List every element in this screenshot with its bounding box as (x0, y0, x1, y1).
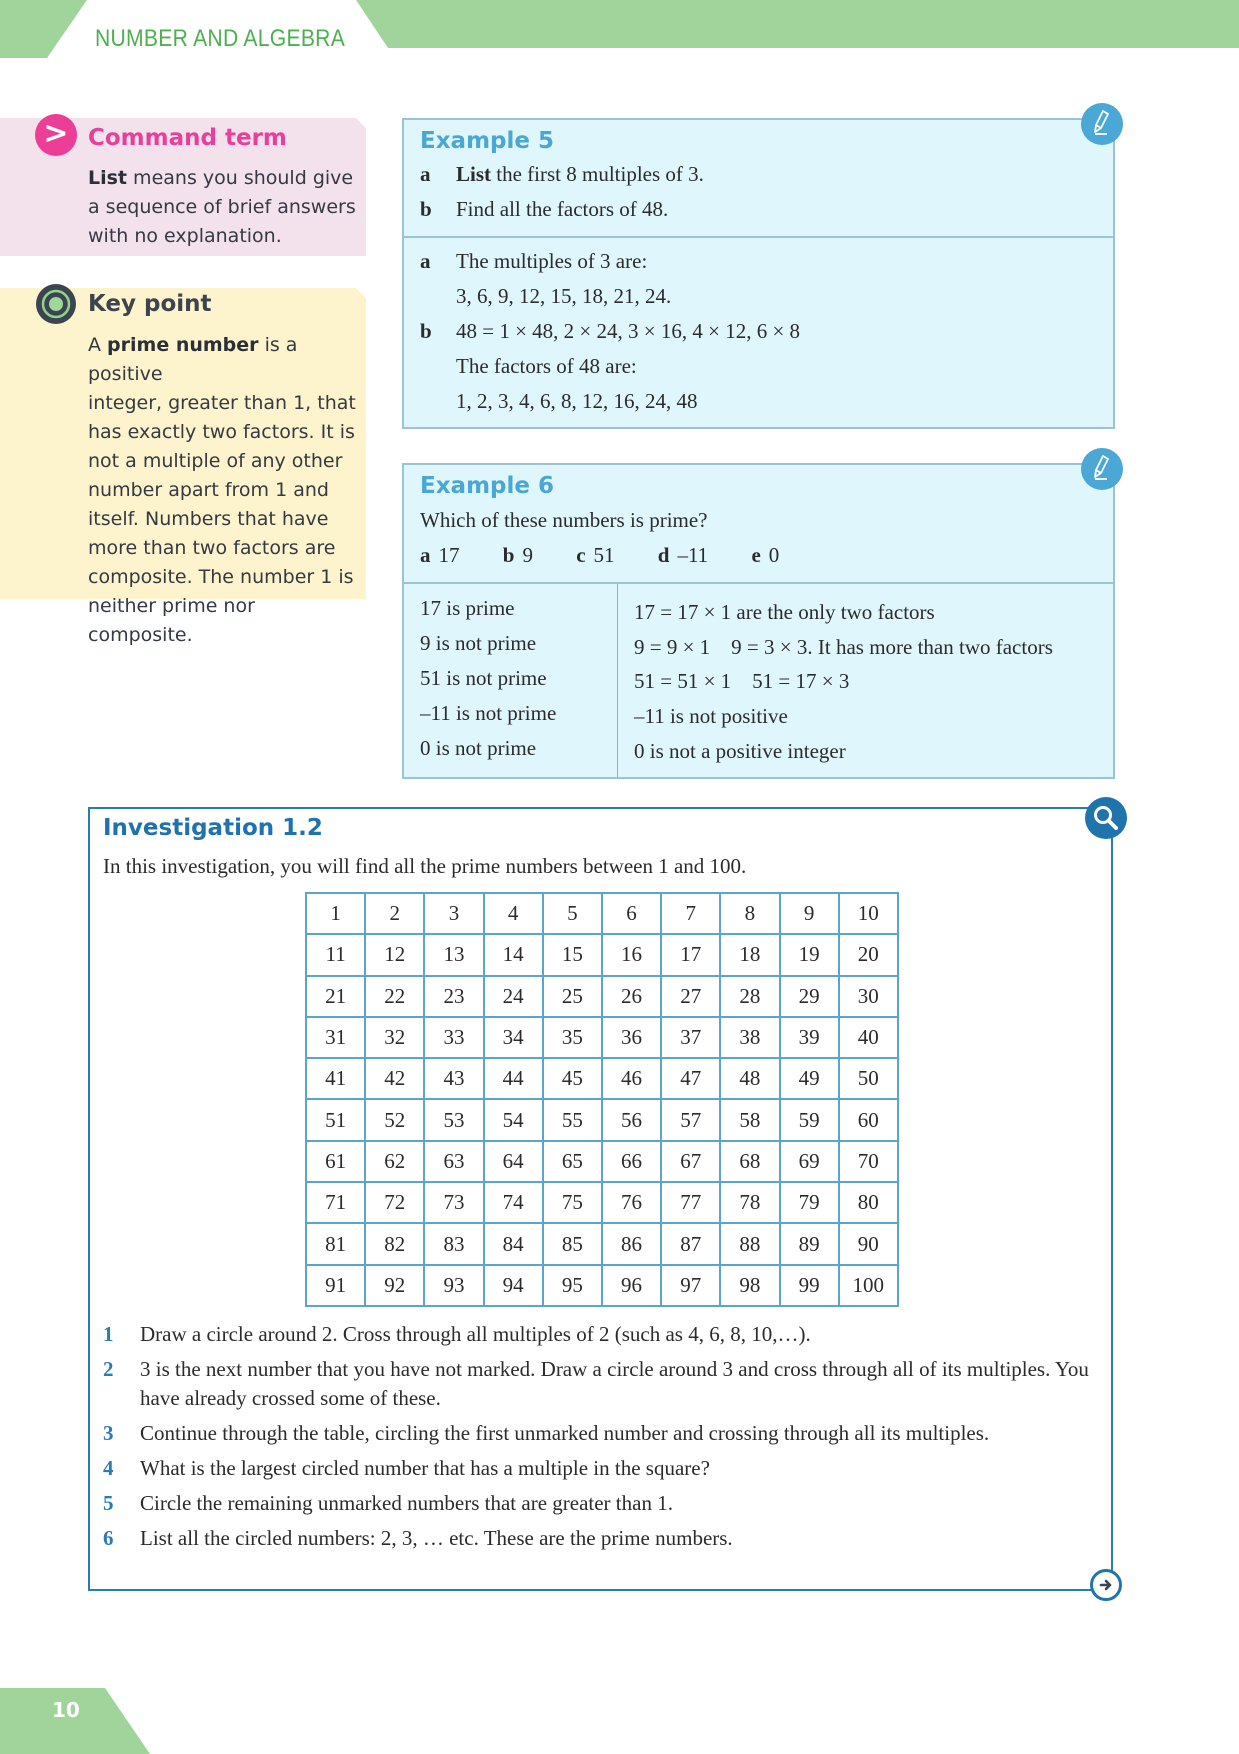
target-icon (35, 283, 77, 325)
example-5-question-b (420, 197, 668, 222)
command-word: List (456, 162, 492, 186)
example-5-divider (404, 236, 1113, 238)
grid-cell: 75 (543, 1182, 602, 1223)
example-6-divider (404, 582, 1113, 584)
solution-text: 3, 6, 9, 12, 15, 18, 21, 24. (456, 284, 672, 308)
grid-cell: 78 (720, 1182, 779, 1223)
grid-cell: 49 (780, 1058, 839, 1099)
grid-cell: 99 (780, 1265, 839, 1306)
command-term-word: List (88, 167, 128, 189)
grid-cell: 42 (365, 1058, 424, 1099)
key-point-line: not a multiple of any other (88, 450, 343, 472)
grid-cell: 59 (780, 1099, 839, 1140)
grid-cell: 11 (306, 934, 365, 975)
key-point-line: number apart from 1 and (88, 479, 329, 501)
solution-text: The factors of 48 are: (456, 354, 637, 378)
grid-cell: 46 (602, 1058, 661, 1099)
search-icon (1085, 797, 1127, 839)
grid-cell: 35 (543, 1017, 602, 1058)
grid-cell: 97 (661, 1265, 720, 1306)
grid-cell: 45 (543, 1058, 602, 1099)
step-item: 3 Continue through the table, circling the first unmarked number and crossing through all its multiples. (103, 1421, 990, 1445)
grid-cell: 66 (602, 1141, 661, 1182)
step-item: 5 Circle the remaining unmarked numbers that are greater than 1. (103, 1491, 673, 1515)
grid-cell: 72 (365, 1182, 424, 1223)
pen-icon (1081, 103, 1123, 145)
grid-cell: 18 (720, 934, 779, 975)
grid-cell: 7 (661, 893, 720, 934)
key-point-line: itself. Numbers that have (88, 508, 329, 530)
grid-cell: 71 (306, 1182, 365, 1223)
answer-result: 9 is not prime (420, 631, 537, 655)
example-6-question: Which of these numbers is prime? (420, 508, 708, 532)
grid-cell: 77 (661, 1182, 720, 1223)
solution-text: The multiples of 3 are: (456, 249, 648, 273)
grid-cell: 20 (839, 934, 898, 975)
grid-cell: 67 (661, 1141, 720, 1182)
grid-row (306, 1099, 898, 1140)
grid-row (306, 893, 898, 934)
grid-cell: 1 (306, 893, 365, 934)
key-point-line: neither prime nor composite. (88, 595, 255, 646)
key-point-lead: A (88, 334, 108, 356)
grid-row (306, 976, 898, 1017)
grid-cell: 57 (661, 1099, 720, 1140)
grid-row (306, 1265, 898, 1306)
chapter-title: NUMBER AND ALGEBRA (95, 25, 346, 52)
command-term-title: Command term (88, 125, 287, 151)
grid-cell: 26 (602, 976, 661, 1017)
grid-cell: 40 (839, 1017, 898, 1058)
investigation-steps (103, 1320, 1093, 1559)
grid-cell: 51 (306, 1099, 365, 1140)
grid-cell: 32 (365, 1017, 424, 1058)
arrow-right-icon[interactable] (1090, 1569, 1122, 1601)
solution-label: a (420, 249, 431, 273)
chevron-right-icon: > (35, 114, 77, 156)
solution-text: 1, 2, 3, 4, 6, 8, 12, 16, 24, 48 (456, 389, 698, 413)
option-c: c 51 (576, 543, 615, 567)
footer-band (0, 1688, 160, 1754)
answer-reason: 51 = 51 × 1 51 = 17 × 3 (634, 669, 850, 693)
grid-cell: 31 (306, 1017, 365, 1058)
grid-cell: 56 (602, 1099, 661, 1140)
grid-cell: 90 (839, 1223, 898, 1264)
grid-cell: 36 (602, 1017, 661, 1058)
grid-cell: 87 (661, 1223, 720, 1264)
option-e: e 0 (751, 543, 780, 567)
command-term-line: with no explanation. (88, 225, 282, 247)
grid-cell: 5 (543, 893, 602, 934)
grid-cell: 60 (839, 1099, 898, 1140)
grid-cell: 79 (780, 1182, 839, 1223)
grid-cell: 27 (661, 976, 720, 1017)
key-point-title: Key point (88, 291, 212, 317)
grid-cell: 2 (365, 893, 424, 934)
grid-row (306, 1017, 898, 1058)
step-item: 1 Draw a circle around 2. Cross through all multiples of 2 (such as 4, 6, 8, 10,…). (103, 1322, 811, 1346)
grid-cell: 85 (543, 1223, 602, 1264)
question-text: Find all the factors of 48. (456, 197, 669, 221)
grid-cell: 76 (602, 1182, 661, 1223)
grid-cell: 84 (484, 1223, 543, 1264)
grid-cell: 6 (602, 893, 661, 934)
grid-cell: 17 (661, 934, 720, 975)
grid-cell: 3 (424, 893, 483, 934)
key-point-line: composite. The number 1 is (88, 566, 354, 588)
grid-cell: 41 (306, 1058, 365, 1099)
grid-row (306, 1058, 898, 1099)
grid-cell: 93 (424, 1265, 483, 1306)
grid-cell: 15 (543, 934, 602, 975)
grid-cell: 65 (543, 1141, 602, 1182)
grid-cell: 4 (484, 893, 543, 934)
answer-result: 17 is prime (420, 596, 515, 620)
grid-cell: 94 (484, 1265, 543, 1306)
grid-cell: 29 (780, 976, 839, 1017)
investigation-intro: In this investigation, you will find all the prime numbers between 1 and 100. (103, 854, 747, 878)
grid-cell: 64 (484, 1141, 543, 1182)
grid-cell: 95 (543, 1265, 602, 1306)
solution-line (420, 354, 637, 379)
step-item: 6 List all the circled numbers: 2, 3, … etc. These are the prime numbers. (103, 1526, 733, 1550)
grid-cell: 81 (306, 1223, 365, 1264)
solution-line (420, 284, 671, 309)
solution-line (420, 249, 647, 274)
grid-row (306, 934, 898, 975)
grid-cell: 28 (720, 976, 779, 1017)
question-text: the first 8 multiples of 3. (491, 162, 704, 186)
grid-cell: 30 (839, 976, 898, 1017)
command-term-line: means you should give (127, 167, 354, 189)
question-label: b (420, 197, 432, 221)
grid-cell: 88 (720, 1223, 779, 1264)
command-term-line: a sequence of brief answers (88, 196, 356, 218)
command-term-body (88, 164, 356, 251)
grid-cell: 62 (365, 1141, 424, 1182)
option-d: d –11 (657, 543, 709, 567)
example-5-question-a (420, 162, 704, 187)
solution-line (420, 389, 698, 414)
grid-cell: 23 (424, 976, 483, 1017)
grid-row (306, 1182, 898, 1223)
grid-cell: 52 (365, 1099, 424, 1140)
grid-cell: 100 (839, 1265, 898, 1306)
grid-cell: 92 (365, 1265, 424, 1306)
key-point-line: integer, greater than 1, that (88, 392, 356, 414)
step-item: 2 3 is the next number that you have not marked. Draw a circle around 3 and cross through all of its multiples. You have already crossed some of these. (103, 1357, 1089, 1410)
example-5-title: Example 5 (420, 128, 554, 154)
answer-reason: 0 is not a positive integer (634, 739, 846, 763)
grid-cell: 73 (424, 1182, 483, 1223)
question-label: a (420, 162, 431, 186)
grid-cell: 68 (720, 1141, 779, 1182)
grid-cell: 47 (661, 1058, 720, 1099)
solution-label: b (420, 319, 432, 343)
grid-cell: 12 (365, 934, 424, 975)
example-5-box (402, 118, 1115, 429)
example-6-options (420, 543, 817, 568)
hundred-square-table (305, 892, 899, 1307)
step-item: 4 What is the largest circled number that has a multiple in the square? (103, 1456, 710, 1480)
answer-result: 51 is not prime (420, 666, 547, 690)
answer-reason: –11 is not positive (634, 704, 788, 728)
grid-cell: 63 (424, 1141, 483, 1182)
solution-text: 48 = 1 × 48, 2 × 24, 3 × 16, 4 × 12, 6 × 8 (456, 319, 801, 343)
answer-result: 0 is not prime (420, 736, 537, 760)
answer-result: –11 is not prime (420, 701, 557, 725)
grid-cell: 89 (780, 1223, 839, 1264)
grid-cell: 9 (780, 893, 839, 934)
grid-cell: 39 (780, 1017, 839, 1058)
grid-cell: 21 (306, 976, 365, 1017)
grid-cell: 50 (839, 1058, 898, 1099)
pen-icon (1081, 448, 1123, 490)
key-point-line: more than two factors are (88, 537, 336, 559)
grid-cell: 14 (484, 934, 543, 975)
grid-cell: 37 (661, 1017, 720, 1058)
grid-cell: 96 (602, 1265, 661, 1306)
grid-cell: 53 (424, 1099, 483, 1140)
grid-cell: 61 (306, 1141, 365, 1182)
solution-line (420, 319, 800, 344)
grid-cell: 25 (543, 976, 602, 1017)
grid-row (306, 1141, 898, 1182)
grid-cell: 55 (543, 1099, 602, 1140)
grid-cell: 86 (602, 1223, 661, 1264)
grid-cell: 22 (365, 976, 424, 1017)
key-point-term: prime number (107, 334, 259, 356)
grid-cell: 69 (780, 1141, 839, 1182)
page-number: 10 (52, 1698, 80, 1722)
key-point-line: is a positive (88, 334, 298, 385)
grid-cell: 83 (424, 1223, 483, 1264)
example-6-title: Example 6 (420, 473, 554, 499)
grid-cell: 16 (602, 934, 661, 975)
grid-cell: 82 (365, 1223, 424, 1264)
answer-reason: 9 = 9 × 1 9 = 3 × 3. It has more than two factors (634, 635, 1053, 659)
grid-cell: 24 (484, 976, 543, 1017)
grid-cell: 70 (839, 1141, 898, 1182)
key-point-body (88, 331, 356, 650)
grid-cell: 34 (484, 1017, 543, 1058)
key-point-line: has exactly two factors. It is (88, 421, 355, 443)
option-b: b 9 (502, 543, 533, 567)
example-6-column-divider (617, 584, 618, 777)
grid-cell: 38 (720, 1017, 779, 1058)
example-6-box (402, 463, 1115, 779)
grid-cell: 54 (484, 1099, 543, 1140)
option-a: a 17 (420, 543, 460, 567)
grid-row (306, 1223, 898, 1264)
grid-cell: 19 (780, 934, 839, 975)
grid-cell: 13 (424, 934, 483, 975)
investigation-title: Investigation 1.2 (103, 815, 323, 841)
grid-cell: 8 (720, 893, 779, 934)
grid-cell: 91 (306, 1265, 365, 1306)
grid-cell: 58 (720, 1099, 779, 1140)
grid-cell: 10 (839, 893, 898, 934)
grid-cell: 33 (424, 1017, 483, 1058)
answer-reason: 17 = 17 × 1 are the only two factors (634, 600, 935, 624)
grid-cell: 98 (720, 1265, 779, 1306)
key-point-box (0, 288, 366, 646)
grid-cell: 80 (839, 1182, 898, 1223)
grid-cell: 48 (720, 1058, 779, 1099)
grid-cell: 44 (484, 1058, 543, 1099)
grid-cell: 74 (484, 1182, 543, 1223)
grid-cell: 43 (424, 1058, 483, 1099)
